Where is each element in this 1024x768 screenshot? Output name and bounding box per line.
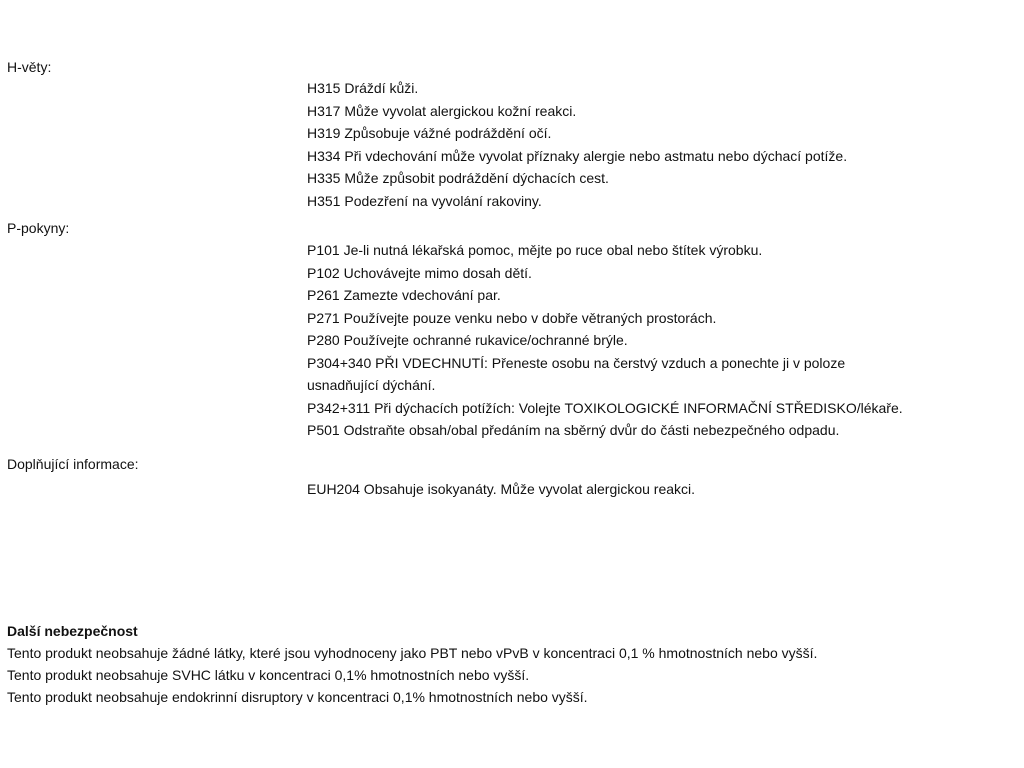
other-hazards-line: Tento produkt neobsahuje SVHC látku v koncentraci 0,1% hmotnostních nebo vyšší.	[7, 667, 530, 683]
h-statements-label: H-věty:	[7, 59, 52, 75]
p-statement-item: P342+311 Při dýchacích potížích: Volejte TOXIKOLOGICKÉ INFORMAČNÍ STŘEDISKO/lékaře.	[307, 399, 903, 416]
h-statement-item: H334 Při vdechování může vyvolat příznaky alergie nebo astmatu nebo dýchací potíže.	[307, 147, 848, 164]
h-statement-item: H319 Způsobuje vážné podráždění očí.	[307, 125, 552, 141]
other-hazards-line: Tento produkt neobsahuje endokrinní disruptory v koncentraci 0,1% hmotnostních nebo vyšší.	[7, 689, 588, 705]
other-hazards-section	[7, 620, 1007, 708]
p-statements-list	[307, 239, 1007, 442]
p-statement-item: P101 Je-li nutná lékařská pomoc, mějte po ruce obal nebo štítek výrobku.	[307, 242, 763, 258]
p-statements-label: P-pokyny:	[7, 220, 70, 236]
h-statement-item: H335 Může způsobit podráždění dýchacích cest.	[307, 170, 609, 186]
supplementary-info-label: Doplňující informace:	[7, 456, 139, 472]
supplementary-info-list	[307, 478, 1007, 501]
h-statement-item: H351 Podezření na vyvolání rakoviny.	[307, 192, 542, 209]
supplementary-info-item: EUH204 Obsahuje isokyanáty. Může vyvolat alergickou reakci.	[307, 481, 696, 497]
h-statements-list	[307, 77, 1007, 212]
p-statement-item: P280 Používejte ochranné rukavice/ochranné brýle.	[307, 332, 628, 348]
other-hazards-title: Další nebezpečnost	[7, 623, 138, 639]
p-statement-item: P304+340 PŘI VDECHNUTÍ: Přeneste osobu na čerstvý vzduch a ponechte ji v poloze usnadňující dýchání.	[307, 354, 846, 393]
p-statement-item: P102 Uchovávejte mimo dosah dětí.	[307, 264, 532, 281]
p-statement-item: P261 Zamezte vdechování par.	[307, 287, 501, 303]
h-statement-item: H317 Může vyvolat alergickou kožní reakci.	[307, 102, 577, 119]
other-hazards-line: Tento produkt neobsahuje žádné látky, které jsou vyhodnoceny jako PBT nebo vPvB v koncentraci 0,1 % hmotnostních nebo vyšší.	[7, 645, 818, 661]
p-statement-item: P271 Používejte pouze venku nebo v dobře větraných prostorách.	[307, 309, 717, 326]
h-statement-item: H315 Dráždí kůži.	[307, 80, 419, 96]
p-statement-item: P501 Odstraňte obsah/obal předáním na sběrný dvůr do části nebezpečného odpadu.	[307, 422, 840, 438]
